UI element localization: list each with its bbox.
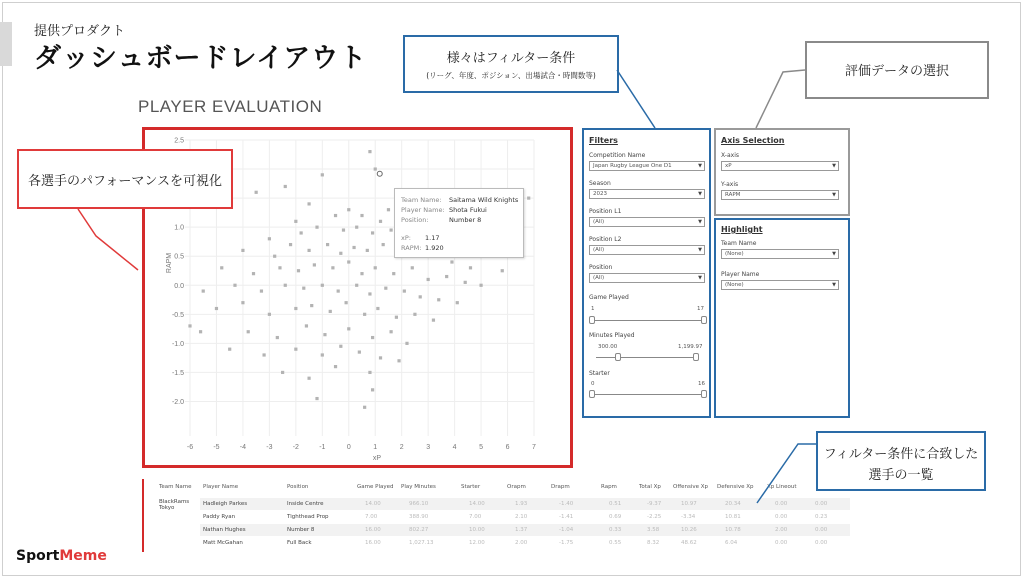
season-dropdown[interactable]: [589, 189, 705, 199]
cell-value: 0.00: [815, 540, 828, 546]
tooltip-position-value: Number 8: [449, 216, 482, 224]
cell-value: 12.00: [469, 540, 485, 546]
cell-value: 388.90: [409, 514, 429, 520]
cell-value: 2.00: [775, 527, 788, 533]
cell-value: 20.34: [725, 501, 741, 507]
sportmeme-logo: [16, 548, 107, 564]
x-tick-label: -1: [319, 444, 326, 451]
table-row[interactable]: [200, 537, 850, 549]
games-slider-track[interactable]: [592, 320, 704, 321]
position-value: (All): [593, 275, 605, 281]
highlight-player-label: Player Name: [721, 271, 760, 278]
cell-value: 10.97: [681, 501, 697, 507]
games-slider-min-handle[interactable]: [589, 316, 595, 324]
th-defensive-xp: Defensive Xp: [717, 484, 754, 490]
cell-value: 1.93: [515, 501, 528, 507]
position-label: Position: [589, 264, 613, 271]
competition-value: Japan Rugby League One D1: [593, 163, 672, 169]
starter-max: 16: [698, 381, 705, 387]
tooltip-team: [401, 196, 519, 204]
highlight-panel: [714, 218, 850, 418]
tooltip-xp: [401, 234, 440, 242]
highlight-player-dropdown[interactable]: [721, 280, 839, 290]
x-tick-label: -6: [186, 444, 194, 451]
tooltip-position: [401, 216, 482, 224]
cell-value: 10.81: [725, 514, 741, 520]
chevron-down-icon: ▼: [832, 163, 836, 169]
minutes-slider-max-handle[interactable]: [693, 353, 699, 361]
minutes-slider-track[interactable]: [596, 357, 696, 358]
games-label: Game Played: [589, 294, 629, 301]
axis-selection-title: Axis Selection: [721, 136, 785, 145]
cell-value: -1.04: [559, 527, 574, 533]
cell-value: 0.23: [815, 514, 828, 520]
y-tick-label: 0.0: [174, 282, 184, 290]
cell-value: 0.00: [815, 501, 828, 507]
th-position: Position: [287, 484, 309, 490]
cell-value: 0.33: [609, 527, 622, 533]
cell-position: Full Back: [287, 540, 312, 546]
cell-value: 7.00: [469, 514, 482, 520]
chevron-down-icon: ▼: [698, 247, 702, 253]
x-tick-label: 3: [426, 444, 431, 451]
starter-slider-min-handle[interactable]: [589, 390, 595, 398]
callout-filters: [403, 35, 619, 93]
chevron-down-icon: ▼: [698, 163, 702, 169]
games-slider-max-handle[interactable]: [701, 316, 707, 324]
competition-dropdown[interactable]: [589, 161, 705, 171]
competition-label: Competition Name: [589, 152, 646, 159]
tooltip-player: [401, 206, 487, 214]
cell-value: 0.69: [609, 514, 622, 520]
cell-value: 16.00: [365, 527, 381, 533]
th-drapm: Drapm: [551, 484, 570, 490]
cell-player: Hadleigh Parkes: [203, 501, 248, 507]
cell-value: 16.00: [365, 540, 381, 546]
y-tick-label: -2.0: [171, 398, 184, 406]
y-tick-label: 0.5: [174, 253, 184, 261]
cell-value: -1.75: [559, 540, 574, 546]
cell-value: 7.00: [365, 514, 378, 520]
chevron-down-icon: ▼: [832, 282, 836, 288]
position-l1-label: Position L1: [589, 208, 622, 215]
cell-value: 802.27: [409, 527, 429, 533]
x-tick-label: -4: [239, 444, 247, 451]
tooltip-player-key: Player Name:: [401, 206, 445, 214]
y-axis-title: RAPM: [166, 252, 173, 274]
tooltip-rapm-value: 1.920: [425, 244, 444, 252]
th-orapm: Orapm: [507, 484, 526, 490]
tooltip-team-value: Saitama Wild Knights: [449, 196, 519, 204]
minutes-slider-min-handle[interactable]: [615, 353, 621, 361]
highlight-team-label: Team Name: [721, 240, 757, 247]
chevron-down-icon: ▼: [698, 219, 702, 225]
slide-sup-title: 提供プロダクト: [34, 24, 126, 39]
y-axis-dropdown[interactable]: [721, 190, 839, 200]
callout-filters-main: 様々はフィルター条件: [446, 51, 576, 66]
position-l2-value: (All): [593, 247, 605, 253]
starter-slider-track[interactable]: [592, 394, 704, 395]
cell-value: 0.00: [775, 540, 788, 546]
highlight-team-value: (None): [725, 251, 744, 257]
tooltip-xp-value: 1.17: [425, 234, 440, 242]
y-axis-value: RAPM: [725, 192, 741, 198]
tooltip-xp-key: xP:: [401, 234, 411, 242]
cell-value: 1.37: [515, 527, 528, 533]
x-tick-label: 2: [399, 444, 404, 451]
cell-value: 10.26: [681, 527, 697, 533]
starter-slider-max-handle[interactable]: [701, 390, 707, 398]
cell-player: Paddy Ryan: [203, 514, 236, 520]
cell-value: 2.10: [515, 514, 528, 520]
cell-position: Number 8: [287, 527, 315, 533]
callout-list: [816, 431, 986, 491]
table-row[interactable]: [200, 524, 850, 536]
tooltip-rapm: [401, 244, 444, 252]
x-tick-label: 7: [532, 444, 536, 451]
starter-min: 0: [591, 381, 595, 387]
minutes-max: 1,199.97: [678, 344, 703, 350]
starter-label: Starter: [589, 370, 610, 377]
chart-tooltip: [394, 188, 524, 258]
games-max: 17: [697, 306, 704, 312]
chevron-down-icon: ▼: [832, 192, 836, 198]
chevron-down-icon: ▼: [698, 275, 702, 281]
cell-player: Matt McGahan: [203, 540, 243, 546]
cell-value: -1.40: [559, 501, 574, 507]
position-l1-value: (All): [593, 219, 605, 225]
cell-value: 8.32: [647, 540, 660, 546]
x-tick-label: 0: [346, 444, 351, 451]
x-axis-title: xP: [372, 455, 382, 462]
position-dropdown[interactable]: [589, 273, 705, 283]
callout-filters-sub: (リーグ、年度、ポジション、出場試合・時間数等): [426, 71, 596, 80]
x-tick-label: 5: [479, 444, 484, 451]
position-l1-dropdown[interactable]: [589, 217, 705, 227]
highlight-title: Highlight: [721, 225, 763, 234]
season-label: Season: [589, 180, 611, 187]
y-tick-label: -1.0: [171, 340, 184, 348]
y-tick-label: 1.0: [174, 224, 184, 232]
chevron-down-icon: ▼: [698, 191, 702, 197]
callout-list-line1: フィルター条件に合致した: [823, 447, 979, 462]
cell-value: -1.41: [559, 514, 574, 520]
x-tick-label: 4: [452, 444, 457, 451]
table-row[interactable]: [200, 511, 850, 523]
tooltip-team-key: Team Name:: [401, 196, 442, 204]
cell-value: 0.55: [609, 540, 622, 546]
chevron-down-icon: ▼: [832, 251, 836, 257]
y-tick-label: -0.5: [171, 311, 184, 319]
highlight-player-value: (None): [725, 282, 744, 288]
cell-position: Inside Centre: [287, 501, 324, 507]
cell-value: 48.62: [681, 540, 697, 546]
tooltip-player-value: Shota Fukui: [449, 206, 487, 214]
x-tick-label: -5: [213, 444, 220, 451]
cell-value: 0.00: [775, 514, 788, 520]
position-l2-label: Position L2: [589, 236, 622, 243]
cell-value: 966.10: [409, 501, 429, 507]
cell-value: 10.78: [725, 527, 741, 533]
slide-main-title: ダッシュボードレイアウト: [34, 43, 368, 74]
callout-axis-text: 評価データの選択: [844, 64, 949, 79]
cell-value: -3.34: [681, 514, 696, 520]
x-axis-value: xP: [725, 163, 732, 169]
cell-value: 2.00: [515, 540, 528, 546]
minutes-label: Minutes Played: [589, 332, 635, 339]
games-min: 1: [591, 306, 595, 312]
cell-player: Nathan Hughes: [203, 527, 246, 533]
table-row[interactable]: [200, 498, 850, 510]
y-axis-label: Y-axis: [721, 181, 739, 188]
th-team: Team Name: [159, 484, 192, 490]
cell-value: 14.00: [365, 501, 381, 507]
minutes-min: 300.00: [598, 344, 618, 350]
callout-axis: [805, 41, 989, 99]
x-tick-label: 6: [505, 444, 510, 451]
cell-value: 6.04: [725, 540, 738, 546]
highlight-team-dropdown[interactable]: [721, 249, 839, 259]
th-xp-lineout: Xp Lineout: [767, 484, 797, 490]
th-total-xp: Total Xp: [639, 484, 661, 490]
dashboard-title: PLAYER EVALUATION: [138, 97, 323, 116]
th-starter: Starter: [461, 484, 481, 490]
table-team-name: BlackRams Tokyo: [159, 499, 190, 511]
logo-accent-text: Meme: [59, 548, 107, 564]
season-value: 2023: [593, 191, 607, 197]
cell-value: 0.00: [815, 527, 828, 533]
x-axis-label: X-axis: [721, 152, 739, 159]
y-tick-label: -1.5: [171, 369, 184, 377]
cell-value: 0.00: [775, 501, 788, 507]
y-tick-label: 2.5: [174, 137, 184, 145]
tooltip-rapm-key: RAPM:: [401, 244, 422, 252]
logo-main-text: Sport: [16, 548, 60, 564]
th-games: Game Played: [357, 484, 394, 490]
cell-value: 14.00: [469, 501, 485, 507]
tooltip-position-key: Position:: [401, 216, 429, 224]
th-offensive-xp: Offensive Xp: [673, 484, 709, 490]
callout-visual-text: 各選手のパフォーマンスを可視化: [28, 174, 222, 189]
position-l2-dropdown[interactable]: [589, 245, 705, 255]
callout-visual: [17, 149, 233, 209]
cell-value: 3.58: [647, 527, 660, 533]
filters-title: Filters: [589, 136, 618, 145]
th-rapm: Rapm: [601, 484, 617, 490]
cell-value: -9.37: [647, 501, 662, 507]
x-tick-label: 1: [373, 444, 378, 451]
cell-value: -2.25: [647, 514, 662, 520]
x-tick-label: -3: [266, 444, 273, 451]
th-player: Player Name: [203, 484, 239, 490]
cell-value: 0.51: [609, 501, 622, 507]
x-tick-label: -2: [292, 444, 299, 451]
cell-value: 1,027.13: [409, 540, 434, 546]
th-minutes: Play Minutes: [401, 484, 436, 490]
x-axis-dropdown[interactable]: [721, 161, 839, 171]
callout-list-line2: 選手の一覧: [868, 468, 934, 483]
cell-value: 10.00: [469, 527, 485, 533]
cell-position: Tighthead Prop: [287, 514, 329, 520]
